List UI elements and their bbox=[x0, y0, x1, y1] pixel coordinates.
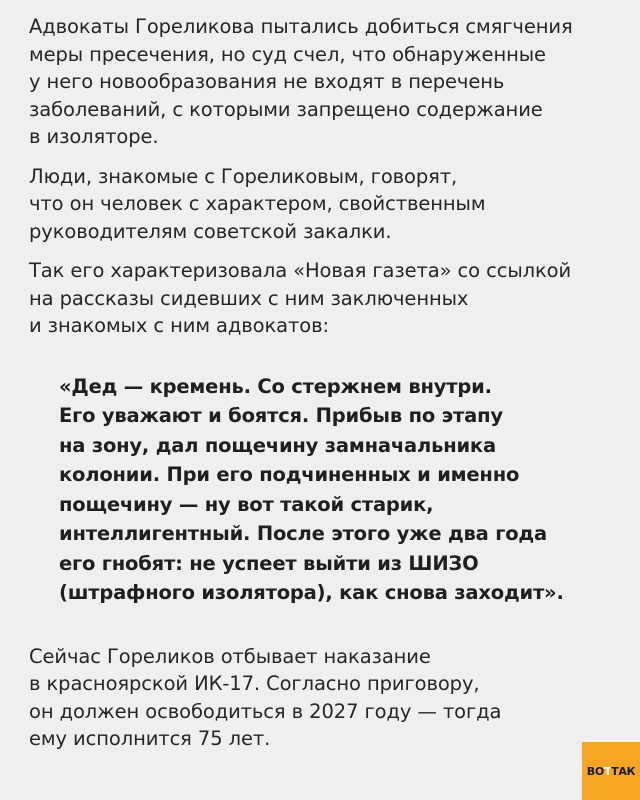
closing-paragraph: Сейчас Гореликов отбывает наказание в красноярской ИК-17. Согласно приговору, он должен освободиться в 2027 году — тогда ему исполнится 75 лет. bbox=[29, 644, 502, 750]
blockquote: «Дед — кремень. Со стержнем внутри. Его уважают и боятся. Прибыв по этапу на зону, дал пощечину замначальника колонии. При его подчиненных и именно пощечину — ну вот такой старик, интеллигентный. После этого уже два года его гнобят: не успеет выйти из ШИЗО (штрафного изолятора), как снова заходит». bbox=[59, 374, 564, 604]
article-body bbox=[29, 13, 619, 765]
paragraph: Так его характеризовала «Новая газета» со ссылкой на рассказы сидевших с ним заключенных и знакомых с ним адвокатов: bbox=[29, 259, 572, 337]
logo-text: ВОТТАК bbox=[586, 764, 636, 778]
brand-logo[interactable] bbox=[582, 742, 640, 800]
paragraph: Люди, знакомые с Гореликовым, говорят, что он человек с характером, свойственным руководителям советской закалки. bbox=[29, 164, 486, 243]
paragraph: Адвокаты Гореликова пытались добиться смягчения меры пресечения, но суд счел, что обнаруженные у него новообразования не входят в перечень заболеваний, с которыми запрещено содержание в изоляторе. bbox=[29, 15, 573, 148]
